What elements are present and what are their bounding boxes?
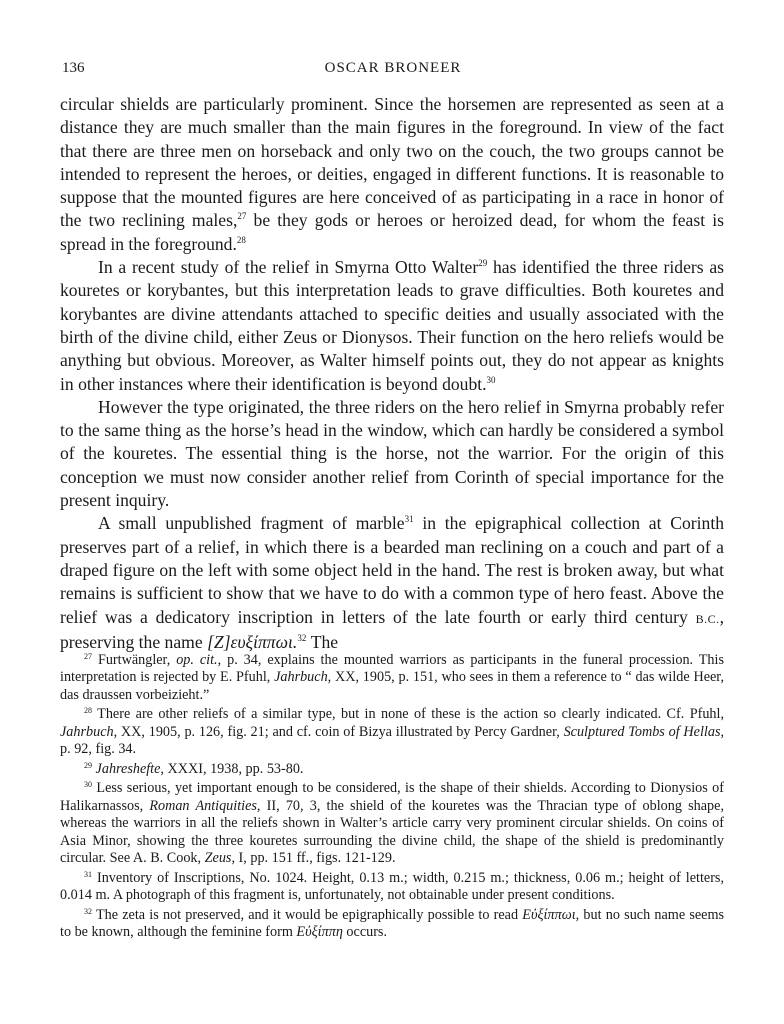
greek-name: [Ζ]ευξίππωι. — [207, 631, 298, 652]
text-span: , II, 70, 3, the shield of the kouretes was the Thracian type of oblong shape, whereas the warriors in all the reliefs shown in Walter’s article carry very prominent circular shields. On coins of Asia Minor, showing the three kouretes surrounding the divine child, the shape of the shield is predominantly circular. See A. B. Cook, — [60, 797, 724, 867]
paragraph-4 — [60, 512, 724, 654]
italic-citation: Zeus — [204, 850, 232, 867]
text-span: Furtwängler, — [92, 652, 177, 668]
greek-word: Εὐξίππωι — [522, 906, 576, 923]
paragraph-3: However the type originated, the three riders on the hero relief in Smyrna probably refer to the same thing as the horse’s head in the window, which can hardly be considered a symbol of the kouretes. The essential thing is the horse, not the warrior. For the origin of this conception we must now consider another relief from Corinth of special importance for the present inquiry. — [60, 396, 724, 511]
text-span: circular shields are particularly prominent. Since the horsemen are represented as seen at a distance they are much smaller than the main figures in the foreground. In view of the fact that there are three men on horseback and only two on the couch, the two groups cannot be intended to represent the heroes, or deities, engaged in different functions. It is reasonable to suppose that the mounted figures are here conceived of as participating in a race in honor of the two reclining males, — [60, 94, 724, 231]
footnote-number: 32 — [84, 906, 92, 916]
footnote-32 — [60, 907, 724, 942]
footnote-ref-27[interactable]: 27 — [237, 211, 247, 222]
footnote-31 — [60, 870, 724, 905]
footnote-number: 30 — [84, 780, 92, 790]
footnote-30 — [60, 780, 724, 867]
text-span: in the epigraphical collection at Corinth preserves part of a relief, in which there is a bearded man reclining on a couch and part of a draped figure on the left with some object held in the hand. The rest is broken away, but what remains is sufficient to show that we have to do with a common type of hero feast. Above the relief was a dedicatory inscription in letters of the late fourth or early third century — [60, 513, 725, 627]
footnote-number: 29 — [84, 760, 92, 770]
text-span: , XX, 1905, p. 151, who sees in them a reference to “ das wilde Heer, das draussen vorbeizieht.” — [60, 669, 724, 703]
italic-citation: Jahreshefte — [95, 760, 161, 777]
paragraph-2 — [60, 256, 724, 396]
running-header — [62, 60, 724, 82]
text-span: , preserving the name — [60, 606, 724, 652]
italic-citation: Roman Antiquities — [149, 797, 257, 814]
text-span: be they gods or heroes or heroized dead, for whom the feast is spread in the foreground. — [60, 210, 724, 254]
footnote-ref-31[interactable]: 31 — [404, 514, 414, 525]
italic-citation: op. cit. — [176, 652, 218, 668]
footnote-number: 31 — [84, 869, 92, 879]
text-span: , XX, 1905, p. 126, fig. 21; and cf. coin of Bizya illustrated by Percy Gardner, — [113, 723, 564, 740]
text-span: Less serious, yet important enough to be considered, is the shape of their shields. According to Dionysios of Halikarnassos, — [60, 780, 724, 814]
text-span: There are other reliefs of a similar type, but in none of these is the action so clearly indicated. Cf. Pfuhl, — [92, 706, 724, 723]
paragraph-1 — [60, 93, 724, 256]
main-text — [60, 93, 724, 654]
footnote-27 — [60, 652, 724, 704]
text-span: The — [306, 631, 339, 652]
footnote-28 — [60, 706, 724, 758]
text-span: , XXXI, 1938, pp. 53-80. — [160, 760, 304, 777]
footnote-number: 27 — [84, 652, 92, 661]
italic-citation: Jahrbuch — [274, 669, 328, 686]
italic-citation: Jahrbuch — [60, 723, 114, 740]
running-head-title: OSCAR BRONEER — [324, 60, 462, 76]
text-span: has identified the three riders as kouretes or korybantes, but this interpretation leads to grave difficulties. Both kouretes and korybantes are divine attendants attached to specific deities and usually associated with the birth of the divine child, either Zeus or Dionysos. Their function on the hero reliefs would be anything but obvious. Moreover, as Walter himself points out, they do not appear as knights in other instances where their identification is beyond doubt. — [60, 257, 724, 394]
text-span: , I, pp. 151 ff., figs. 121-129. — [231, 850, 396, 867]
text-span: , but no such name seems to be known, although the feminine form — [60, 906, 725, 941]
text-span: The zeta is not preserved, and it would be epigraphically possible to read — [92, 906, 523, 923]
footnote-ref-29[interactable]: 29 — [478, 258, 488, 269]
footnote-ref-32[interactable]: 32 — [297, 632, 307, 643]
greek-word: Εὐξίππη — [296, 924, 343, 941]
text-span: , p. 92, fig. 34. — [60, 723, 725, 758]
footnote-29 — [60, 761, 724, 778]
footnote-number: 28 — [84, 706, 92, 716]
text-span: Inventory of Inscriptions, No. 1024. Height, 0.13 m.; width, 0.215 m.; thickness, 0.06 m.; height of letters, 0.014 m. A photograph of this fragment is, unfortunately, not obtainable under present conditions. — [60, 869, 724, 904]
footnote-ref-28[interactable]: 28 — [236, 234, 246, 245]
page-number: 136 — [62, 60, 85, 76]
text-span: , p. 34, explains the mounted warriors as participants in the funeral procession. This interpretation is rejected by E. Pfuhl, — [60, 652, 724, 686]
text-span: occurs. — [342, 924, 387, 941]
italic-citation: Sculptured Tombs of Hellas — [563, 723, 721, 740]
text-span: A small unpublished fragment of marble — [98, 513, 405, 534]
era-abbreviation: B.C. — [695, 611, 720, 626]
text-span: In a recent study of the relief in Smyrna Otto Walter — [98, 257, 479, 278]
footnote-ref-30[interactable]: 30 — [486, 374, 496, 385]
footnotes — [60, 652, 724, 944]
